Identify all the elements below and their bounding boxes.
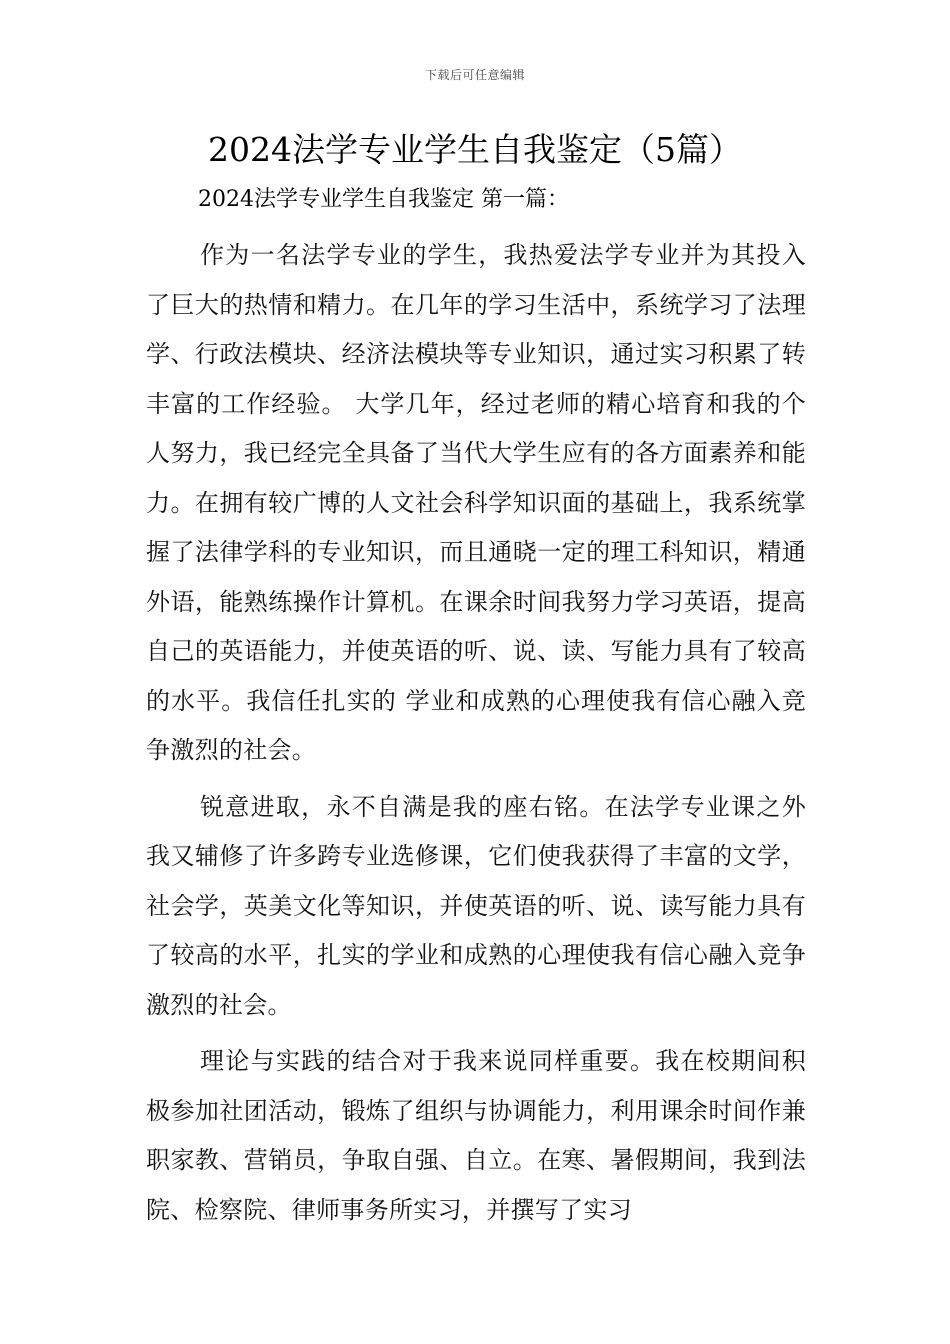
header-note: 下载后可任意编辑	[424, 68, 525, 82]
section-heading: 2024法学专业学生自我鉴定 第一篇：	[198, 187, 569, 212]
document-title: 2024法学专业学生自我鉴定（5篇）	[208, 130, 742, 169]
paragraph-1: 作为一名法学专业的学生，我热爱法学专业并为其投入了巨大的热情和精力。在几年的学习生活中，系统学习了法理学、行政法模块、经济法模块等专业知识，通过实习积累了转丰富的工作经验。 大学几年，经过老师的精心培育和我的个人努力，我已经完全具备了当代大学生应有的各方面素养和能力。在拥有较广博的人文社会科学知识面的基础上，我系统掌握了法律学科的专业知识，而且通晓一定的理工科知识，精通外语，能熟练操作计算机。在课余时间我努力学习英语，提高自己的英语能力，并使英语的听、说、读、写能力具有了较高的水平。我信任扎实的 学业和成熟的心理使我有信心融入竞争激烈的社会。	[146, 241, 806, 764]
paragraph-2: 锐意进取，永不自满是我的座右铭。在法学专业课之外我又辅修了许多跨专业选修课，它们使我获得了丰富的文学，社会学，英美文化等知识，并使英语的听、说、读写能力具有了较高的水平，扎实的学业和成熟的心理使我有信心融入竞争激烈的社会。	[146, 792, 806, 1019]
document-body	[146, 231, 806, 1242]
paragraph-3: 理论与实践的结合对于我来说同样重要。我在校期间积极参加社团活动，锻炼了组织与协调能力，利用课余时间作兼职家教、营销员，争取自强、自立。在寒、暑假期间，我到法院、检察院、律师事务所实习，并撰写了实习	[146, 1047, 806, 1224]
